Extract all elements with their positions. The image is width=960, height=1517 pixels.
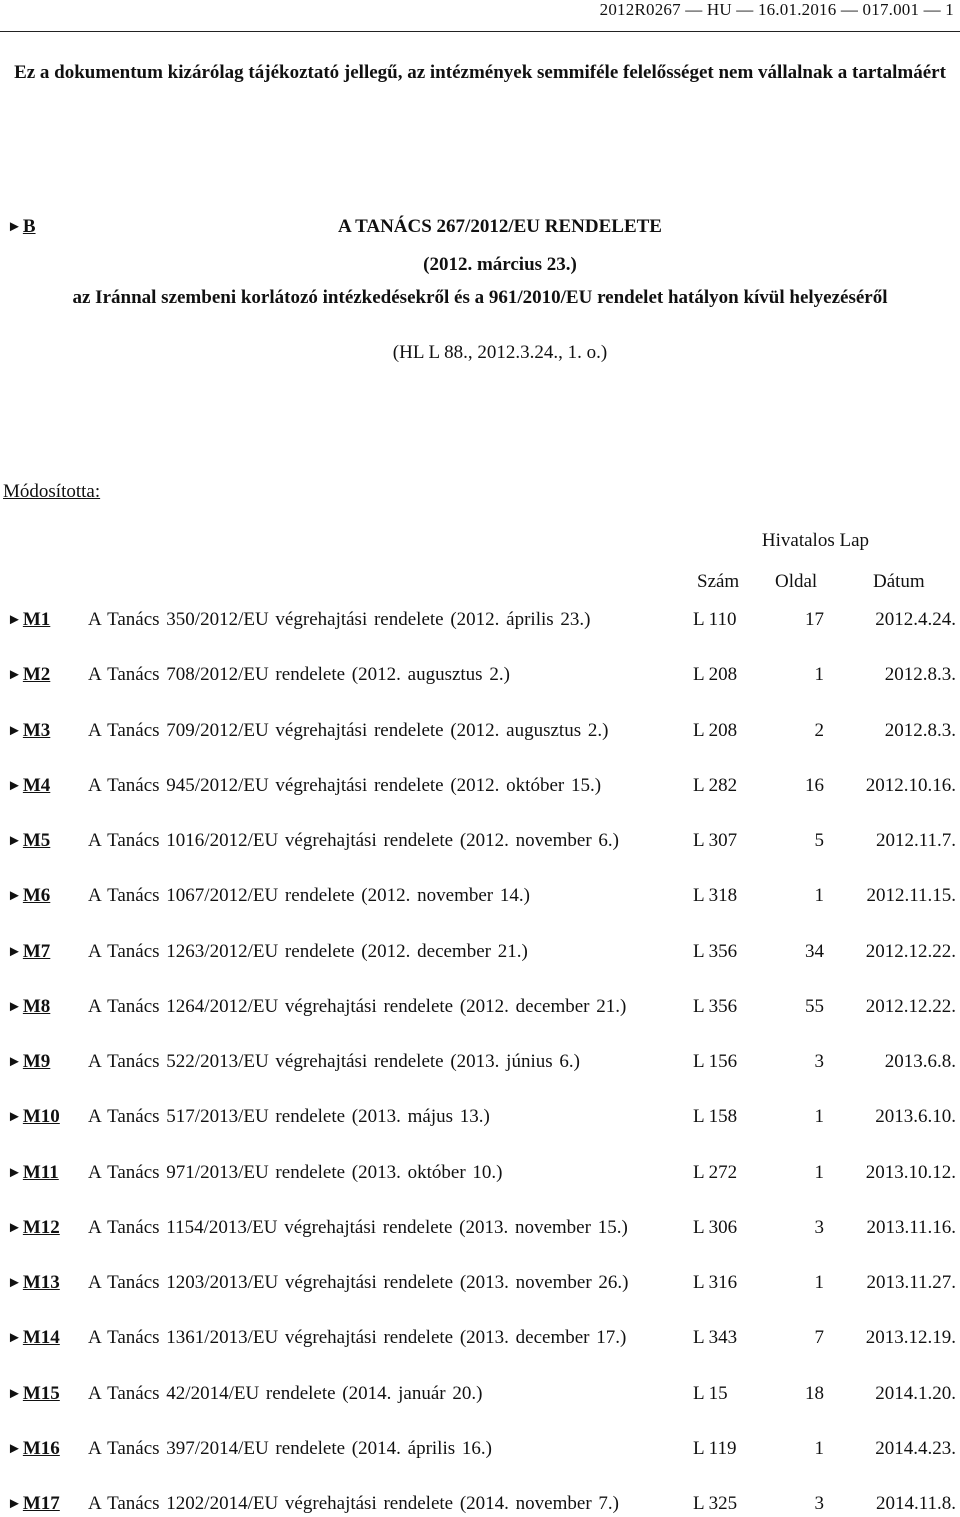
disclaimer: Ez a dokumentum kizárólag tájékoztató jellegű, az intézmények semmiféle felelősséget nem vállalnak a tartalmáért [14, 62, 946, 83]
amendment-marker[interactable] [7, 1493, 60, 1515]
oj-number: L 158 [693, 1106, 738, 1127]
oj-number: L 306 [693, 1217, 738, 1238]
arrow-right-icon: ► [7, 1275, 22, 1291]
oj-number: L 316 [693, 1272, 738, 1293]
oj-number: L 156 [693, 1051, 738, 1072]
amendment-marker-label: M4 [22, 775, 51, 796]
amendment-marker-label: M17 [22, 1493, 60, 1514]
amendment-marker[interactable] [7, 720, 50, 742]
arrow-right-icon: ► [7, 1496, 22, 1512]
amendment-marker-label: M1 [22, 609, 51, 630]
amendment-description: A Tanács 517/2013/EU rendelete (2013. május 13.) [88, 1106, 490, 1127]
table-row [0, 775, 960, 799]
oj-date: 2012.4.24. [875, 609, 956, 630]
oj-number: L 356 [693, 996, 738, 1017]
oj-date: 2012.12.22. [865, 996, 956, 1017]
amendment-description: A Tanács 708/2012/EU rendelete (2012. augusztus 2.) [88, 664, 510, 685]
arrow-right-icon: ► [7, 612, 22, 628]
table-row [0, 830, 960, 854]
amendment-marker-label: M10 [22, 1106, 60, 1127]
amendment-marker[interactable] [7, 1272, 60, 1294]
table-row [0, 609, 960, 633]
amendment-marker-label: M2 [22, 664, 51, 685]
regulation-subject: az Iránnal szembeni korlátozó intézkedésekről és a 961/2010/EU rendelet hatályon kívül helyezéséről [72, 287, 888, 308]
amendment-marker-label: M5 [22, 830, 51, 851]
amendment-description: A Tanács 1203/2013/EU végrehajtási rendelete (2013. november 26.) [88, 1272, 629, 1293]
amendment-description: A Tanács 709/2012/EU végrehajtási rendelete (2012. augusztus 2.) [88, 720, 609, 741]
amendment-marker[interactable] [7, 1217, 60, 1239]
table-row [0, 1383, 960, 1407]
column-header-date: Dátum [873, 571, 925, 592]
amendment-marker[interactable] [7, 1327, 60, 1349]
oj-number: L 119 [693, 1438, 737, 1459]
oj-page: 16 [805, 775, 824, 796]
oj-number: L 318 [693, 885, 738, 906]
amendment-marker-label: M11 [22, 1162, 59, 1183]
amendment-marker[interactable] [7, 775, 50, 797]
arrow-right-icon: ► [7, 944, 22, 960]
oj-date: 2014.1.20. [875, 1383, 956, 1404]
amended-by-heading: Módosította: [3, 481, 101, 502]
amendment-description: A Tanács 1154/2013/EU végrehajtási rendelete (2013. november 15.) [88, 1217, 628, 1238]
oj-date: 2012.8.3. [884, 664, 956, 685]
amendment-marker-label: M6 [22, 885, 51, 906]
amendment-marker-label: M7 [22, 941, 51, 962]
table-row [0, 941, 960, 965]
amendment-marker-label: M15 [22, 1383, 60, 1404]
amendment-marker[interactable] [7, 885, 50, 907]
table-row [0, 996, 960, 1020]
amendment-description: A Tanács 1016/2012/EU végrehajtási rendelete (2012. november 6.) [88, 830, 619, 851]
oj-date: 2013.6.10. [875, 1106, 956, 1127]
oj-date: 2013.10.12. [865, 1162, 956, 1183]
oj-page: 1 [814, 664, 824, 685]
arrow-right-icon: ► [7, 1441, 22, 1457]
arrow-right-icon: ► [7, 1386, 22, 1402]
oj-date: 2012.11.7. [875, 830, 956, 851]
column-header-number: Szám [697, 571, 740, 592]
oj-date: 2012.10.16. [865, 775, 956, 796]
oj-date: 2013.12.19. [865, 1327, 956, 1348]
arrow-right-icon: ► [7, 1165, 22, 1181]
amendment-description: A Tanács 1264/2012/EU végrehajtási rendelete (2012. december 21.) [88, 996, 627, 1017]
amendment-description: A Tanács 1361/2013/EU végrehajtási rendelete (2013. december 17.) [88, 1327, 627, 1348]
oj-date: 2013.11.16. [866, 1217, 956, 1238]
oj-page: 1 [814, 1106, 824, 1127]
amendment-description: A Tanács 1202/2014/EU végrehajtási rendelete (2014. november 7.) [88, 1493, 619, 1514]
table-row [0, 1051, 960, 1075]
oj-number: L 343 [693, 1327, 738, 1348]
oj-number: L 110 [693, 609, 737, 630]
table-row [0, 1162, 960, 1186]
oj-date: 2014.4.23. [875, 1438, 956, 1459]
amendment-marker[interactable] [7, 996, 50, 1018]
oj-page: 17 [805, 609, 824, 630]
oj-page: 1 [814, 1272, 824, 1293]
amendment-marker[interactable] [7, 941, 50, 963]
oj-page: 1 [814, 1162, 824, 1183]
oj-date: 2013.6.8. [884, 1051, 956, 1072]
oj-date: 2012.8.3. [884, 720, 956, 741]
regulation-title: A TANÁCS 267/2012/EU RENDELETE [338, 216, 662, 237]
oj-page: 18 [805, 1383, 824, 1404]
column-header-page: Oldal [775, 571, 818, 592]
table-row [0, 1106, 960, 1130]
amendment-marker-label: M16 [22, 1438, 60, 1459]
oj-date: 2013.11.27. [866, 1272, 956, 1293]
amendment-marker-label: M8 [22, 996, 51, 1017]
amendment-marker[interactable] [7, 1051, 50, 1073]
arrow-right-icon: ► [7, 1330, 22, 1346]
arrow-right-icon: ► [7, 833, 22, 849]
amendment-marker-label: M3 [22, 720, 51, 741]
oj-page: 1 [814, 885, 824, 906]
arrow-right-icon: ► [7, 667, 22, 683]
table-row [0, 885, 960, 909]
oj-date: 2012.11.15. [866, 885, 956, 906]
amendment-marker-label: M13 [22, 1272, 60, 1293]
amendment-marker[interactable] [7, 609, 50, 631]
document-reference: 2012R0267 — HU — 16.01.2016 — 017.001 — 1 [599, 0, 954, 19]
arrow-right-icon: ► [7, 219, 22, 235]
oj-number: L 282 [693, 775, 738, 796]
amendment-marker-label: M14 [22, 1327, 60, 1348]
oj-date: 2014.11.8. [875, 1493, 956, 1514]
oj-page: 3 [814, 1051, 824, 1072]
amendment-description: A Tanács 522/2013/EU végrehajtási rendelete (2013. június 6.) [88, 1051, 580, 1072]
official-journal-heading: Hivatalos Lap [761, 530, 869, 551]
table-row [0, 720, 960, 744]
amendment-description: A Tanács 1263/2012/EU rendelete (2012. december 21.) [88, 941, 528, 962]
table-row [0, 1493, 960, 1517]
oj-page: 3 [814, 1493, 824, 1514]
arrow-right-icon: ► [7, 1054, 22, 1070]
amendment-marker[interactable] [7, 1383, 60, 1405]
amendment-marker[interactable] [7, 1106, 60, 1128]
oj-number: L 356 [693, 941, 738, 962]
amendment-marker[interactable] [7, 1162, 59, 1184]
amendment-description: A Tanács 42/2014/EU rendelete (2014. január 20.) [88, 1383, 483, 1404]
amendment-marker[interactable] [7, 664, 50, 686]
amendment-description: A Tanács 350/2012/EU végrehajtási rendelete (2012. április 23.) [88, 609, 591, 630]
oj-number: L 272 [693, 1162, 738, 1183]
oj-page: 2 [814, 720, 824, 741]
arrow-right-icon: ► [7, 1220, 22, 1236]
oj-page: 5 [814, 830, 824, 851]
arrow-right-icon: ► [7, 1109, 22, 1125]
arrow-right-icon: ► [7, 999, 22, 1015]
regulation-date: (2012. március 23.) [423, 254, 577, 275]
oj-page: 55 [805, 996, 824, 1017]
table-row [0, 664, 960, 688]
table-row [0, 1272, 960, 1296]
oj-page: 3 [814, 1217, 824, 1238]
arrow-right-icon: ► [7, 723, 22, 739]
oj-page: 1 [814, 1438, 824, 1459]
amendment-description: A Tanács 971/2013/EU rendelete (2013. október 10.) [88, 1162, 503, 1183]
oj-page: 34 [805, 941, 824, 962]
arrow-right-icon: ► [7, 888, 22, 904]
oj-date: 2012.12.22. [865, 941, 956, 962]
amendment-description: A Tanács 397/2014/EU rendelete (2014. április 16.) [88, 1438, 492, 1459]
base-act-label: B [22, 216, 36, 237]
amendment-marker-label: M12 [22, 1217, 60, 1238]
oj-page: 7 [814, 1327, 824, 1348]
amendment-marker-label: M9 [22, 1051, 51, 1072]
table-row [0, 1438, 960, 1462]
oj-number: L 325 [693, 1493, 738, 1514]
table-row [0, 1327, 960, 1351]
amendment-description: A Tanács 945/2012/EU végrehajtási rendelete (2012. október 15.) [88, 775, 602, 796]
arrow-right-icon: ► [7, 778, 22, 794]
header-divider [0, 31, 960, 32]
amendment-description: A Tanács 1067/2012/EU rendelete (2012. november 14.) [88, 885, 530, 906]
oj-number: L 208 [693, 664, 738, 685]
oj-number: L 307 [693, 830, 738, 851]
oj-number: L 208 [693, 720, 738, 741]
regulation-oj-reference: (HL L 88., 2012.3.24., 1. o.) [392, 342, 608, 363]
oj-number: L 15 [693, 1383, 728, 1404]
table-row [0, 1217, 960, 1241]
amendment-marker[interactable] [7, 830, 50, 852]
amendment-marker[interactable] [7, 1438, 60, 1460]
